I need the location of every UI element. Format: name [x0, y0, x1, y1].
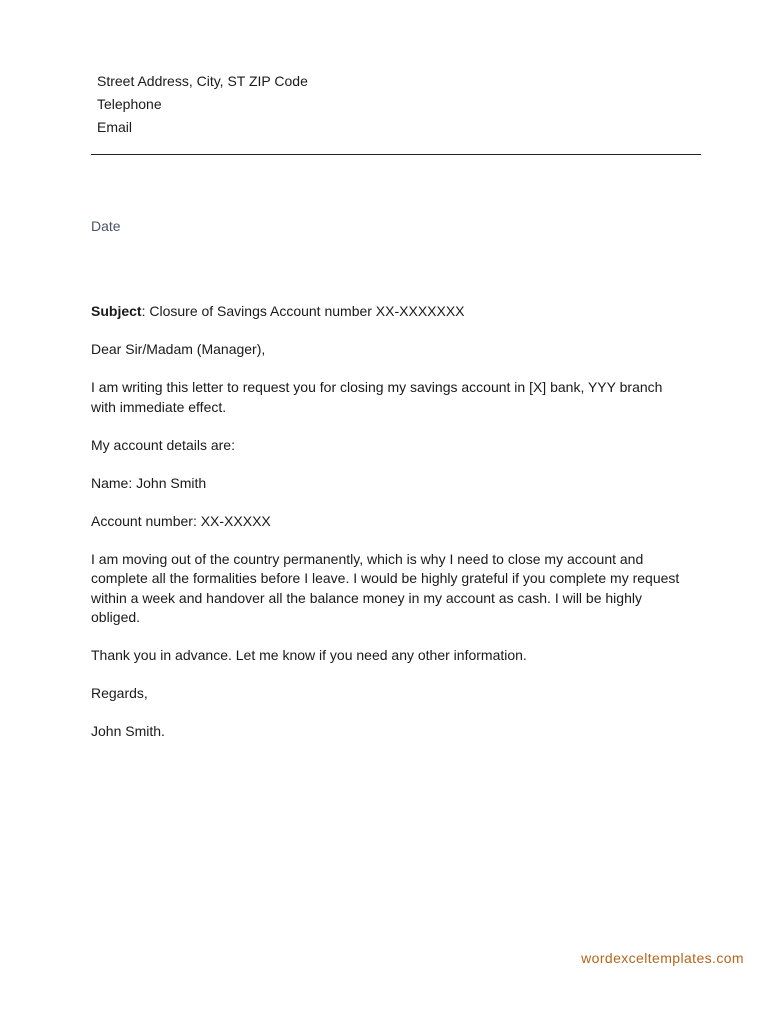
- sender-email: Email: [97, 119, 133, 135]
- header-divider: [91, 154, 701, 155]
- sender-address: Street Address, City, ST ZIP Code: [97, 73, 308, 89]
- subject-text: : Closure of Savings Account number XX-XXXXXXX: [141, 303, 465, 319]
- sender-telephone: Telephone: [97, 96, 162, 112]
- request-paragraph: I am writing this letter to request you for closing my savings account in [X] bank, YYY branch with immediate effect.: [91, 379, 663, 415]
- details-intro: My account details are:: [91, 436, 235, 453]
- account-name: Name: John Smith: [91, 474, 207, 491]
- signature-line: John Smith.: [91, 723, 165, 739]
- footer-brand-link[interactable]: wordexceltemplates.com: [581, 950, 744, 966]
- reason-paragraph: I am moving out of the country permanently, which is why I need to close my account and complete all the formalities before I leave. I would be highly grateful if you complete my request within a week and handover all the balance money in my account as cash. I will be highly obliged.: [91, 550, 680, 625]
- sender-contact-block: [97, 70, 308, 139]
- letter-body: [91, 302, 691, 760]
- subject-label: Subject: [91, 303, 142, 319]
- salutation: Dear Sir/Madam (Manager),: [91, 341, 266, 357]
- subject-line: [91, 302, 691, 322]
- letter-date: Date: [91, 218, 121, 234]
- closing-line: Regards,: [91, 685, 148, 701]
- account-number: Account number: XX-XXXXX: [91, 512, 271, 529]
- thanks-line: Thank you in advance. Let me know if you need any other information.: [91, 647, 527, 663]
